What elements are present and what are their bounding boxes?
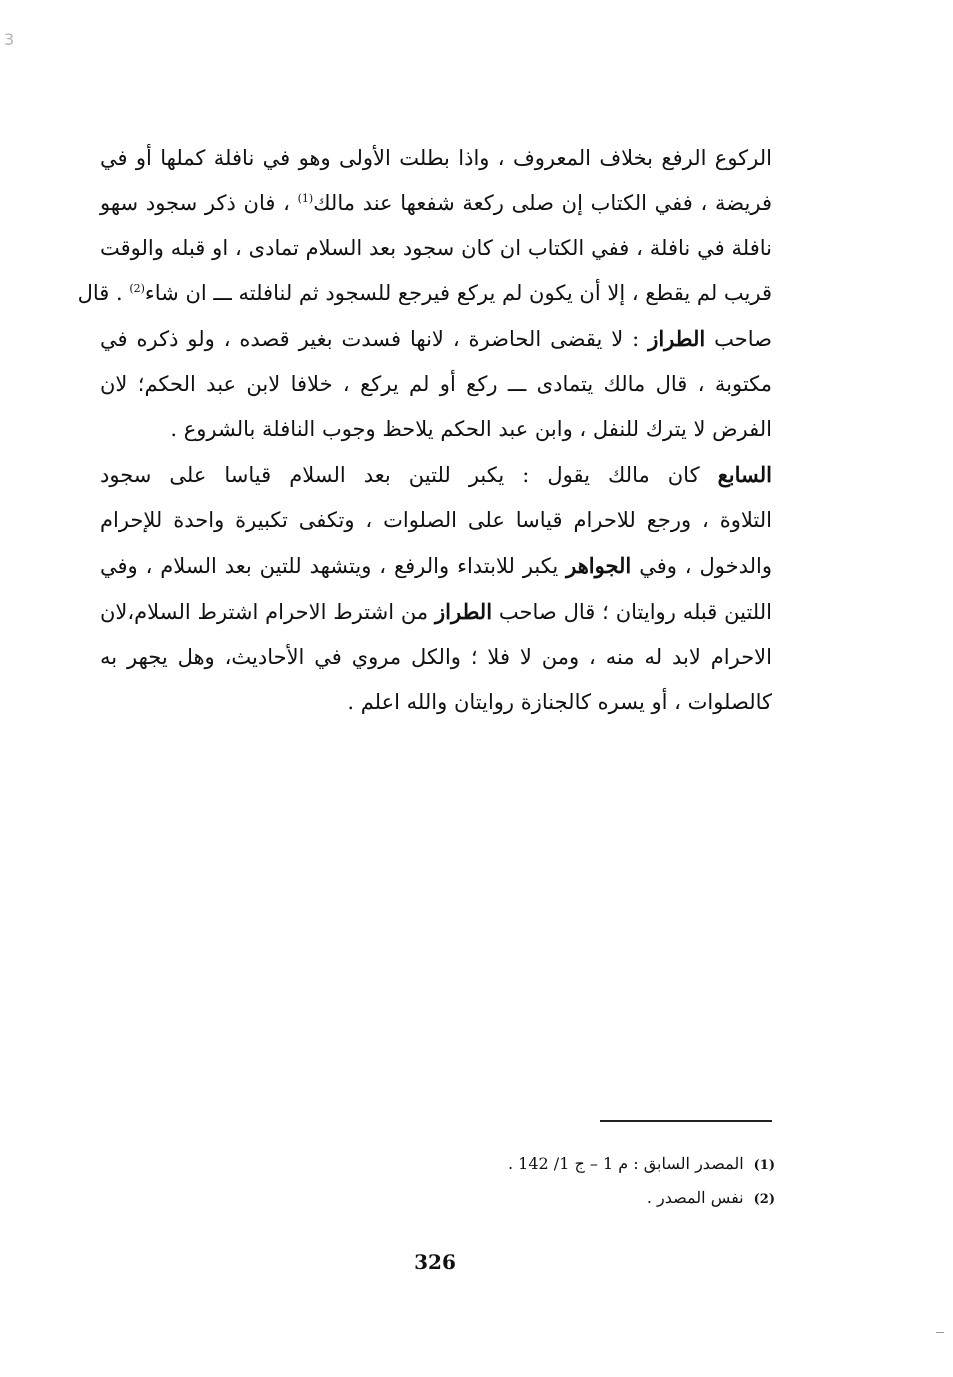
page-number: 326 [414, 1250, 456, 1274]
bold-term: الجواهر [566, 553, 632, 578]
text-line: الركوع الرفع بخلاف المعروف ، واذا بطلت الأولى وهو في نافلة كملها أو في [100, 146, 772, 170]
footnote-1 [400, 1148, 775, 1182]
text-line: مكتوبة ، قال مالك يتمادى ـــ ركع أو لم يركع ، خلافا لابن عبد الحكم؛ لان [100, 372, 772, 396]
text-line: كالصلوات ، أو يسره كالجنازة روايتان والله اعلم . [347, 690, 772, 714]
text-line: قريب لم يقطع ، إلا أن يكون لم يركع فيرجع للسجود ثم لنافلته ـــ ان شاء$^{(2)}$ . قال [77, 281, 772, 305]
text-line: نافلة في نافلة ، ففي الكتاب ان كان سجود بعد السلام تمادى ، او قبله والوقت [100, 236, 772, 260]
text-line: السابع كان مالك يقول : يكبر للتين بعد السلام قياسا على سجود [100, 462, 772, 487]
text-line: التلاوة ، ورجع للاحرام قياسا على الصلوات ، وتكفى تكبيرة واحدة للإحرام [100, 508, 772, 532]
text-line: فريضة ، ففي الكتاب إن صلى ركعة شفعها عند مالك$^{(1)}$ ، فان ذكر سجود سهو [100, 191, 772, 215]
corner-mark: 3 [4, 30, 15, 49]
text-line: اللتين قبله روايتان ؛ قال صاحب الطراز من اشترط الاحرام اشترط السلام،لان [100, 599, 772, 624]
scan-edge-mark [936, 1332, 944, 1333]
bold-term: الطراز [435, 599, 493, 624]
text-line: الفرض لا يترك للنفل ، وابن عبد الحكم يلاحظ وجوب النافلة بالشروع . [170, 417, 772, 441]
footnote-text: نفس المصدر . [646, 1188, 744, 1207]
text-line: والدخول ، وفي الجواهر يكبر للابتداء والرفع ، ويتشهد للتين بعد السلام ، وفي [100, 553, 772, 578]
paragraph-2 [100, 452, 772, 725]
footnote-text: المصدر السابق : م 1 – ج 1/ 142 . [507, 1154, 744, 1173]
bold-term: السابع [717, 462, 772, 487]
footnotes [400, 1148, 775, 1216]
footnote-2 [400, 1182, 775, 1216]
footnote-divider [600, 1120, 772, 1122]
paragraph-1 [77, 136, 772, 452]
footnote-number: (2) [753, 1192, 775, 1207]
bold-term: الطراز [648, 326, 706, 351]
footnote-ref-2: (2) [129, 282, 145, 295]
text-line: الاحرام لابد له منه ، ومن لا فلا ؛ والكل مروي في الأحاديث، وهل يجهر به [100, 645, 772, 669]
text-line: صاحب الطراز : لا يقضى الحاضرة ، لانها فسدت بغير قصده ، ولو ذكره في [100, 326, 772, 351]
footnote-number: (1) [753, 1158, 775, 1173]
footnote-ref-1: (1) [297, 192, 314, 205]
